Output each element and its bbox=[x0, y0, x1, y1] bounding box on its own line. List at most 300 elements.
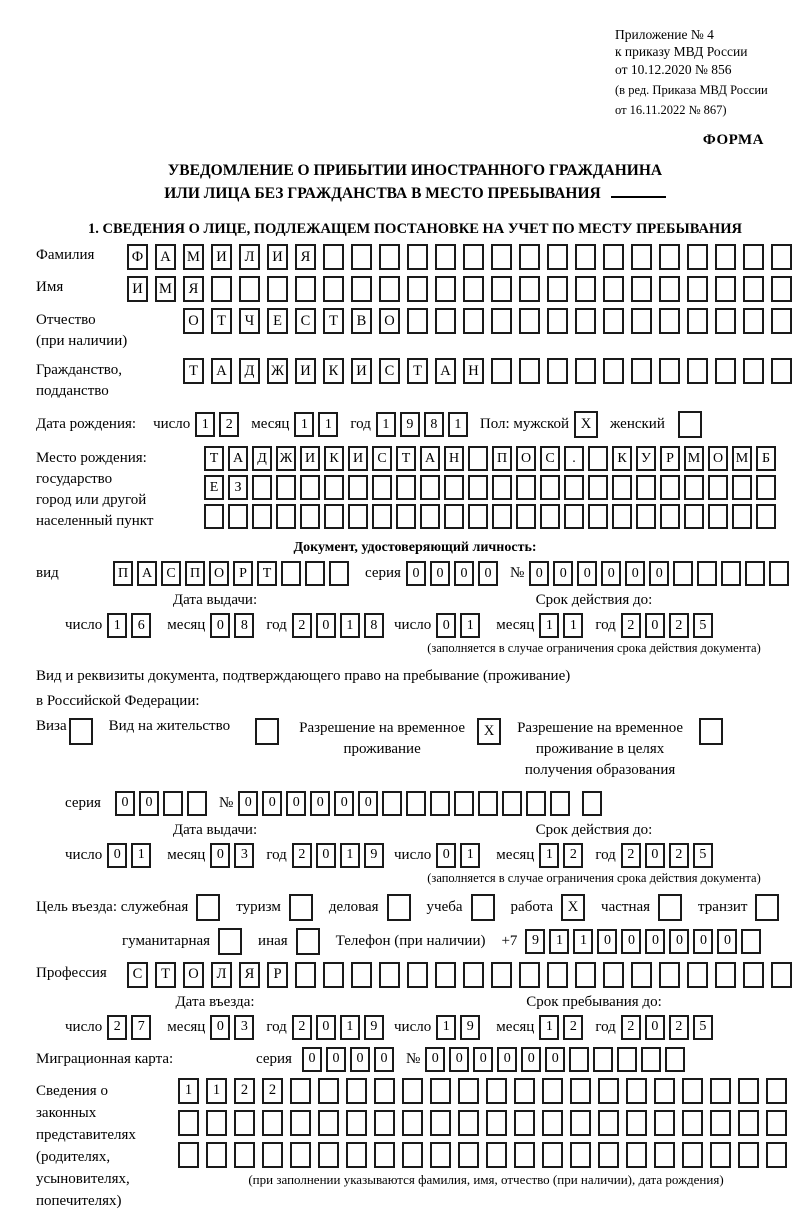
char-cell[interactable] bbox=[547, 244, 568, 270]
char-cell[interactable]: 0 bbox=[529, 561, 549, 586]
char-cell[interactable]: С bbox=[379, 358, 400, 384]
char-cell[interactable]: 0 bbox=[577, 561, 597, 586]
char-cell[interactable] bbox=[379, 962, 400, 988]
char-cell[interactable] bbox=[491, 962, 512, 988]
char-cell[interactable] bbox=[519, 962, 540, 988]
char-cell[interactable] bbox=[318, 1078, 339, 1104]
char-cell[interactable] bbox=[178, 1142, 199, 1168]
char-cell[interactable]: Т bbox=[204, 446, 224, 471]
char-cell[interactable] bbox=[348, 475, 368, 500]
char-cell[interactable]: Т bbox=[407, 358, 428, 384]
residence-series-cells[interactable] bbox=[115, 791, 211, 816]
char-cell[interactable]: С bbox=[127, 962, 148, 988]
char-cell[interactable] bbox=[708, 475, 728, 500]
char-cell[interactable] bbox=[318, 1142, 339, 1168]
char-cell[interactable] bbox=[234, 1142, 255, 1168]
char-cell[interactable] bbox=[593, 1047, 613, 1072]
char-cell[interactable]: 5 bbox=[693, 613, 713, 638]
surname-cells[interactable] bbox=[127, 244, 799, 270]
char-cell[interactable] bbox=[486, 1142, 507, 1168]
char-cell[interactable] bbox=[570, 1110, 591, 1136]
char-cell[interactable]: 1 bbox=[178, 1078, 199, 1104]
char-cell[interactable] bbox=[468, 446, 488, 471]
char-cell[interactable]: П bbox=[185, 561, 205, 586]
migration-series-cells[interactable] bbox=[302, 1047, 398, 1072]
char-cell[interactable] bbox=[631, 276, 652, 302]
char-cell[interactable] bbox=[715, 244, 736, 270]
char-cell[interactable] bbox=[660, 504, 680, 529]
char-cell[interactable] bbox=[547, 308, 568, 334]
doc-issue-year-cells[interactable] bbox=[292, 613, 388, 638]
char-cell[interactable]: Б bbox=[756, 446, 776, 471]
char-cell[interactable] bbox=[575, 244, 596, 270]
char-cell[interactable] bbox=[715, 962, 736, 988]
char-cell[interactable] bbox=[252, 504, 272, 529]
doc-number-cells[interactable] bbox=[529, 561, 793, 586]
char-cell[interactable]: 0 bbox=[210, 843, 230, 868]
char-cell[interactable] bbox=[351, 962, 372, 988]
char-cell[interactable]: М bbox=[684, 446, 704, 471]
char-cell[interactable] bbox=[430, 791, 450, 816]
birth-day-cells[interactable] bbox=[195, 412, 243, 437]
char-cell[interactable]: 2 bbox=[621, 613, 641, 638]
char-cell[interactable]: 1 bbox=[460, 843, 480, 868]
char-cell[interactable] bbox=[329, 561, 349, 586]
char-cell[interactable]: 0 bbox=[326, 1047, 346, 1072]
char-cell[interactable] bbox=[276, 475, 296, 500]
char-cell[interactable]: 0 bbox=[645, 613, 665, 638]
char-cell[interactable] bbox=[756, 504, 776, 529]
char-cell[interactable]: X bbox=[477, 718, 501, 745]
entry-year-cells[interactable] bbox=[292, 1015, 388, 1040]
char-cell[interactable] bbox=[673, 561, 693, 586]
char-cell[interactable]: Т bbox=[211, 308, 232, 334]
char-cell[interactable] bbox=[491, 244, 512, 270]
char-cell[interactable] bbox=[678, 411, 702, 438]
citizenship-cells[interactable] bbox=[183, 358, 799, 384]
char-cell[interactable]: 9 bbox=[460, 1015, 480, 1040]
char-cell[interactable]: 3 bbox=[234, 843, 254, 868]
char-cell[interactable]: 1 bbox=[340, 613, 360, 638]
char-cell[interactable] bbox=[575, 308, 596, 334]
char-cell[interactable]: 2 bbox=[219, 412, 239, 437]
char-cell[interactable] bbox=[290, 1110, 311, 1136]
char-cell[interactable] bbox=[654, 1142, 675, 1168]
char-cell[interactable]: И bbox=[300, 446, 320, 471]
char-cell[interactable]: 0 bbox=[649, 561, 669, 586]
char-cell[interactable]: К bbox=[324, 446, 344, 471]
char-cell[interactable] bbox=[682, 1078, 703, 1104]
char-cell[interactable]: 0 bbox=[449, 1047, 469, 1072]
char-cell[interactable] bbox=[323, 244, 344, 270]
char-cell[interactable] bbox=[603, 276, 624, 302]
purpose-official-checkbox[interactable] bbox=[196, 894, 220, 921]
char-cell[interactable]: И bbox=[295, 358, 316, 384]
char-cell[interactable] bbox=[204, 504, 224, 529]
char-cell[interactable] bbox=[603, 358, 624, 384]
char-cell[interactable]: А bbox=[155, 244, 176, 270]
char-cell[interactable]: У bbox=[636, 446, 656, 471]
char-cell[interactable] bbox=[684, 475, 704, 500]
char-cell[interactable] bbox=[771, 244, 792, 270]
char-cell[interactable] bbox=[636, 504, 656, 529]
char-cell[interactable]: 1 bbox=[539, 843, 559, 868]
char-cell[interactable]: Ч bbox=[239, 308, 260, 334]
char-cell[interactable]: 2 bbox=[563, 843, 583, 868]
temp-permit-checkbox[interactable] bbox=[477, 718, 501, 745]
char-cell[interactable]: И bbox=[348, 446, 368, 471]
char-cell[interactable] bbox=[682, 1142, 703, 1168]
char-cell[interactable] bbox=[295, 276, 316, 302]
char-cell[interactable]: М bbox=[155, 276, 176, 302]
char-cell[interactable] bbox=[564, 504, 584, 529]
char-cell[interactable] bbox=[659, 358, 680, 384]
purpose-other-checkbox[interactable] bbox=[296, 928, 320, 955]
char-cell[interactable]: Ж bbox=[276, 446, 296, 471]
char-cell[interactable] bbox=[372, 504, 392, 529]
char-cell[interactable] bbox=[519, 244, 540, 270]
char-cell[interactable] bbox=[710, 1142, 731, 1168]
char-cell[interactable] bbox=[755, 894, 779, 921]
char-cell[interactable]: Т bbox=[257, 561, 277, 586]
char-cell[interactable]: И bbox=[351, 358, 372, 384]
char-cell[interactable]: 2 bbox=[292, 843, 312, 868]
char-cell[interactable]: 2 bbox=[563, 1015, 583, 1040]
char-cell[interactable] bbox=[211, 276, 232, 302]
char-cell[interactable] bbox=[492, 475, 512, 500]
char-cell[interactable] bbox=[769, 561, 789, 586]
char-cell[interactable] bbox=[463, 962, 484, 988]
char-cell[interactable]: 9 bbox=[525, 929, 545, 954]
doc-valid-day-cells[interactable] bbox=[436, 613, 484, 638]
char-cell[interactable] bbox=[603, 244, 624, 270]
char-cell[interactable] bbox=[654, 1110, 675, 1136]
char-cell[interactable]: 0 bbox=[358, 791, 378, 816]
residence-issue-month-cells[interactable] bbox=[210, 843, 258, 868]
char-cell[interactable]: Ф bbox=[127, 244, 148, 270]
purpose-tourism-checkbox[interactable] bbox=[289, 894, 313, 921]
char-cell[interactable] bbox=[178, 1110, 199, 1136]
char-cell[interactable]: 1 bbox=[448, 412, 468, 437]
char-cell[interactable] bbox=[323, 276, 344, 302]
char-cell[interactable]: 0 bbox=[454, 561, 474, 586]
char-cell[interactable] bbox=[163, 791, 183, 816]
char-cell[interactable]: 6 bbox=[131, 613, 151, 638]
char-cell[interactable] bbox=[351, 244, 372, 270]
char-cell[interactable] bbox=[588, 504, 608, 529]
char-cell[interactable] bbox=[745, 561, 765, 586]
birth-year-cells[interactable] bbox=[376, 412, 472, 437]
char-cell[interactable]: Д bbox=[239, 358, 260, 384]
char-cell[interactable] bbox=[526, 791, 546, 816]
char-cell[interactable] bbox=[69, 718, 93, 745]
entry-day-cells[interactable] bbox=[107, 1015, 155, 1040]
char-cell[interactable] bbox=[491, 358, 512, 384]
char-cell[interactable] bbox=[575, 276, 596, 302]
char-cell[interactable]: 9 bbox=[364, 1015, 384, 1040]
char-cell[interactable] bbox=[641, 1047, 661, 1072]
char-cell[interactable]: 0 bbox=[601, 561, 621, 586]
char-cell[interactable] bbox=[374, 1078, 395, 1104]
char-cell[interactable] bbox=[463, 308, 484, 334]
char-cell[interactable] bbox=[430, 1142, 451, 1168]
char-cell[interactable] bbox=[575, 962, 596, 988]
char-cell[interactable]: 0 bbox=[497, 1047, 517, 1072]
char-cell[interactable] bbox=[658, 894, 682, 921]
char-cell[interactable] bbox=[659, 244, 680, 270]
residence-issue-year-cells[interactable] bbox=[292, 843, 388, 868]
char-cell[interactable] bbox=[374, 1142, 395, 1168]
char-cell[interactable] bbox=[582, 791, 602, 816]
char-cell[interactable]: 1 bbox=[376, 412, 396, 437]
char-cell[interactable] bbox=[255, 718, 279, 745]
char-cell[interactable] bbox=[324, 504, 344, 529]
char-cell[interactable] bbox=[262, 1110, 283, 1136]
char-cell[interactable]: Т bbox=[323, 308, 344, 334]
char-cell[interactable] bbox=[547, 358, 568, 384]
char-cell[interactable] bbox=[206, 1110, 227, 1136]
char-cell[interactable] bbox=[715, 276, 736, 302]
char-cell[interactable] bbox=[267, 276, 288, 302]
representatives-row2-cells[interactable] bbox=[178, 1110, 794, 1136]
char-cell[interactable] bbox=[420, 504, 440, 529]
purpose-humanitarian-checkbox[interactable] bbox=[218, 928, 242, 955]
char-cell[interactable]: 0 bbox=[645, 929, 665, 954]
char-cell[interactable] bbox=[570, 1078, 591, 1104]
char-cell[interactable]: . bbox=[564, 446, 584, 471]
char-cell[interactable] bbox=[228, 504, 248, 529]
char-cell[interactable] bbox=[290, 1142, 311, 1168]
residence-number-tail-cell[interactable] bbox=[582, 791, 606, 816]
char-cell[interactable]: С bbox=[161, 561, 181, 586]
char-cell[interactable]: 0 bbox=[286, 791, 306, 816]
char-cell[interactable]: А bbox=[420, 446, 440, 471]
char-cell[interactable] bbox=[514, 1078, 535, 1104]
char-cell[interactable] bbox=[603, 962, 624, 988]
char-cell[interactable]: О bbox=[183, 962, 204, 988]
char-cell[interactable] bbox=[687, 244, 708, 270]
char-cell[interactable] bbox=[626, 1078, 647, 1104]
char-cell[interactable] bbox=[252, 475, 272, 500]
char-cell[interactable]: М bbox=[183, 244, 204, 270]
char-cell[interactable] bbox=[659, 276, 680, 302]
char-cell[interactable] bbox=[631, 308, 652, 334]
char-cell[interactable] bbox=[348, 504, 368, 529]
char-cell[interactable]: 0 bbox=[115, 791, 135, 816]
char-cell[interactable] bbox=[402, 1078, 423, 1104]
char-cell[interactable] bbox=[743, 244, 764, 270]
char-cell[interactable]: М bbox=[732, 446, 752, 471]
char-cell[interactable] bbox=[491, 308, 512, 334]
char-cell[interactable]: 2 bbox=[292, 1015, 312, 1040]
char-cell[interactable] bbox=[617, 1047, 637, 1072]
char-cell[interactable] bbox=[296, 928, 320, 955]
residence-valid-day-cells[interactable] bbox=[436, 843, 484, 868]
char-cell[interactable]: О bbox=[183, 308, 204, 334]
char-cell[interactable]: И bbox=[267, 244, 288, 270]
char-cell[interactable] bbox=[743, 358, 764, 384]
char-cell[interactable] bbox=[540, 504, 560, 529]
char-cell[interactable]: 0 bbox=[597, 929, 617, 954]
char-cell[interactable] bbox=[262, 1142, 283, 1168]
char-cell[interactable] bbox=[468, 504, 488, 529]
char-cell[interactable] bbox=[402, 1110, 423, 1136]
char-cell[interactable] bbox=[612, 475, 632, 500]
char-cell[interactable] bbox=[550, 791, 570, 816]
doc-valid-year-cells[interactable] bbox=[621, 613, 717, 638]
char-cell[interactable]: В bbox=[351, 308, 372, 334]
char-cell[interactable]: П bbox=[492, 446, 512, 471]
char-cell[interactable] bbox=[402, 1142, 423, 1168]
char-cell[interactable]: 2 bbox=[669, 843, 689, 868]
char-cell[interactable] bbox=[687, 358, 708, 384]
char-cell[interactable] bbox=[771, 962, 792, 988]
char-cell[interactable] bbox=[514, 1142, 535, 1168]
sex-female-checkbox[interactable] bbox=[678, 411, 702, 438]
char-cell[interactable]: 0 bbox=[238, 791, 258, 816]
char-cell[interactable] bbox=[721, 561, 741, 586]
char-cell[interactable] bbox=[588, 446, 608, 471]
residence-number-cells[interactable] bbox=[238, 791, 574, 816]
char-cell[interactable] bbox=[407, 244, 428, 270]
char-cell[interactable]: 0 bbox=[425, 1047, 445, 1072]
char-cell[interactable]: И bbox=[211, 244, 232, 270]
char-cell[interactable] bbox=[603, 308, 624, 334]
char-cell[interactable]: Р bbox=[267, 962, 288, 988]
given-name-cells[interactable] bbox=[127, 276, 799, 302]
char-cell[interactable] bbox=[463, 276, 484, 302]
char-cell[interactable] bbox=[540, 475, 560, 500]
char-cell[interactable] bbox=[516, 504, 536, 529]
char-cell[interactable]: 0 bbox=[316, 843, 336, 868]
char-cell[interactable]: А bbox=[435, 358, 456, 384]
char-cell[interactable] bbox=[699, 718, 723, 745]
char-cell[interactable]: 1 bbox=[539, 613, 559, 638]
char-cell[interactable] bbox=[463, 244, 484, 270]
char-cell[interactable]: 1 bbox=[573, 929, 593, 954]
char-cell[interactable] bbox=[379, 244, 400, 270]
char-cell[interactable]: 0 bbox=[521, 1047, 541, 1072]
char-cell[interactable]: А bbox=[228, 446, 248, 471]
migration-number-cells[interactable] bbox=[425, 1047, 689, 1072]
char-cell[interactable]: Я bbox=[239, 962, 260, 988]
char-cell[interactable] bbox=[382, 791, 402, 816]
char-cell[interactable] bbox=[372, 475, 392, 500]
char-cell[interactable]: Я bbox=[295, 244, 316, 270]
char-cell[interactable]: 1 bbox=[206, 1078, 227, 1104]
char-cell[interactable]: 0 bbox=[478, 561, 498, 586]
char-cell[interactable]: Т bbox=[183, 358, 204, 384]
char-cell[interactable] bbox=[631, 962, 652, 988]
char-cell[interactable] bbox=[598, 1078, 619, 1104]
char-cell[interactable]: 0 bbox=[310, 791, 330, 816]
char-cell[interactable] bbox=[542, 1078, 563, 1104]
char-cell[interactable] bbox=[407, 308, 428, 334]
char-cell[interactable] bbox=[598, 1110, 619, 1136]
char-cell[interactable]: 0 bbox=[717, 929, 737, 954]
char-cell[interactable]: 9 bbox=[400, 412, 420, 437]
char-cell[interactable] bbox=[458, 1142, 479, 1168]
char-cell[interactable] bbox=[766, 1142, 787, 1168]
char-cell[interactable]: Р bbox=[660, 446, 680, 471]
purpose-transit-checkbox[interactable] bbox=[755, 894, 779, 921]
char-cell[interactable] bbox=[379, 276, 400, 302]
purpose-business-checkbox[interactable] bbox=[387, 894, 411, 921]
char-cell[interactable]: 0 bbox=[316, 1015, 336, 1040]
char-cell[interactable]: 1 bbox=[195, 412, 215, 437]
char-cell[interactable] bbox=[290, 1078, 311, 1104]
char-cell[interactable] bbox=[743, 308, 764, 334]
char-cell[interactable]: 1 bbox=[539, 1015, 559, 1040]
char-cell[interactable] bbox=[351, 276, 372, 302]
char-cell[interactable]: С bbox=[372, 446, 392, 471]
char-cell[interactable] bbox=[374, 1110, 395, 1136]
char-cell[interactable] bbox=[626, 1142, 647, 1168]
residence-issue-day-cells[interactable] bbox=[107, 843, 155, 868]
char-cell[interactable]: 0 bbox=[302, 1047, 322, 1072]
char-cell[interactable] bbox=[771, 308, 792, 334]
char-cell[interactable] bbox=[300, 475, 320, 500]
char-cell[interactable] bbox=[206, 1142, 227, 1168]
char-cell[interactable]: К bbox=[323, 358, 344, 384]
char-cell[interactable]: 0 bbox=[334, 791, 354, 816]
char-cell[interactable]: К bbox=[612, 446, 632, 471]
birth-place-row1-cells[interactable] bbox=[204, 446, 780, 471]
char-cell[interactable] bbox=[502, 791, 522, 816]
char-cell[interactable] bbox=[196, 894, 220, 921]
char-cell[interactable] bbox=[407, 276, 428, 302]
char-cell[interactable] bbox=[514, 1110, 535, 1136]
char-cell[interactable]: Т bbox=[396, 446, 416, 471]
char-cell[interactable] bbox=[626, 1110, 647, 1136]
char-cell[interactable] bbox=[542, 1142, 563, 1168]
char-cell[interactable] bbox=[435, 244, 456, 270]
char-cell[interactable]: 1 bbox=[436, 1015, 456, 1040]
char-cell[interactable]: 0 bbox=[473, 1047, 493, 1072]
char-cell[interactable] bbox=[289, 894, 313, 921]
doc-issue-month-cells[interactable] bbox=[210, 613, 258, 638]
birth-place-row2-cells[interactable] bbox=[204, 475, 780, 500]
residence-valid-month-cells[interactable] bbox=[539, 843, 587, 868]
char-cell[interactable]: 0 bbox=[139, 791, 159, 816]
char-cell[interactable]: 2 bbox=[292, 613, 312, 638]
char-cell[interactable] bbox=[420, 475, 440, 500]
char-cell[interactable] bbox=[636, 475, 656, 500]
char-cell[interactable]: 0 bbox=[669, 929, 689, 954]
char-cell[interactable] bbox=[430, 1078, 451, 1104]
doc-kind-cells[interactable] bbox=[113, 561, 353, 586]
representatives-row3-cells[interactable] bbox=[178, 1142, 794, 1168]
char-cell[interactable] bbox=[435, 962, 456, 988]
char-cell[interactable] bbox=[732, 475, 752, 500]
char-cell[interactable] bbox=[430, 1110, 451, 1136]
char-cell[interactable]: 5 bbox=[693, 843, 713, 868]
char-cell[interactable] bbox=[660, 475, 680, 500]
char-cell[interactable] bbox=[697, 561, 717, 586]
char-cell[interactable]: 0 bbox=[430, 561, 450, 586]
char-cell[interactable] bbox=[687, 962, 708, 988]
char-cell[interactable]: X bbox=[561, 894, 585, 921]
purpose-work-checkbox[interactable] bbox=[561, 894, 585, 921]
char-cell[interactable]: 0 bbox=[316, 613, 336, 638]
char-cell[interactable]: Ж bbox=[267, 358, 288, 384]
patronymic-cells[interactable] bbox=[183, 308, 799, 334]
char-cell[interactable]: З bbox=[228, 475, 248, 500]
doc-series-cells[interactable] bbox=[406, 561, 502, 586]
char-cell[interactable]: Н bbox=[463, 358, 484, 384]
char-cell[interactable]: 7 bbox=[131, 1015, 151, 1040]
char-cell[interactable] bbox=[187, 791, 207, 816]
